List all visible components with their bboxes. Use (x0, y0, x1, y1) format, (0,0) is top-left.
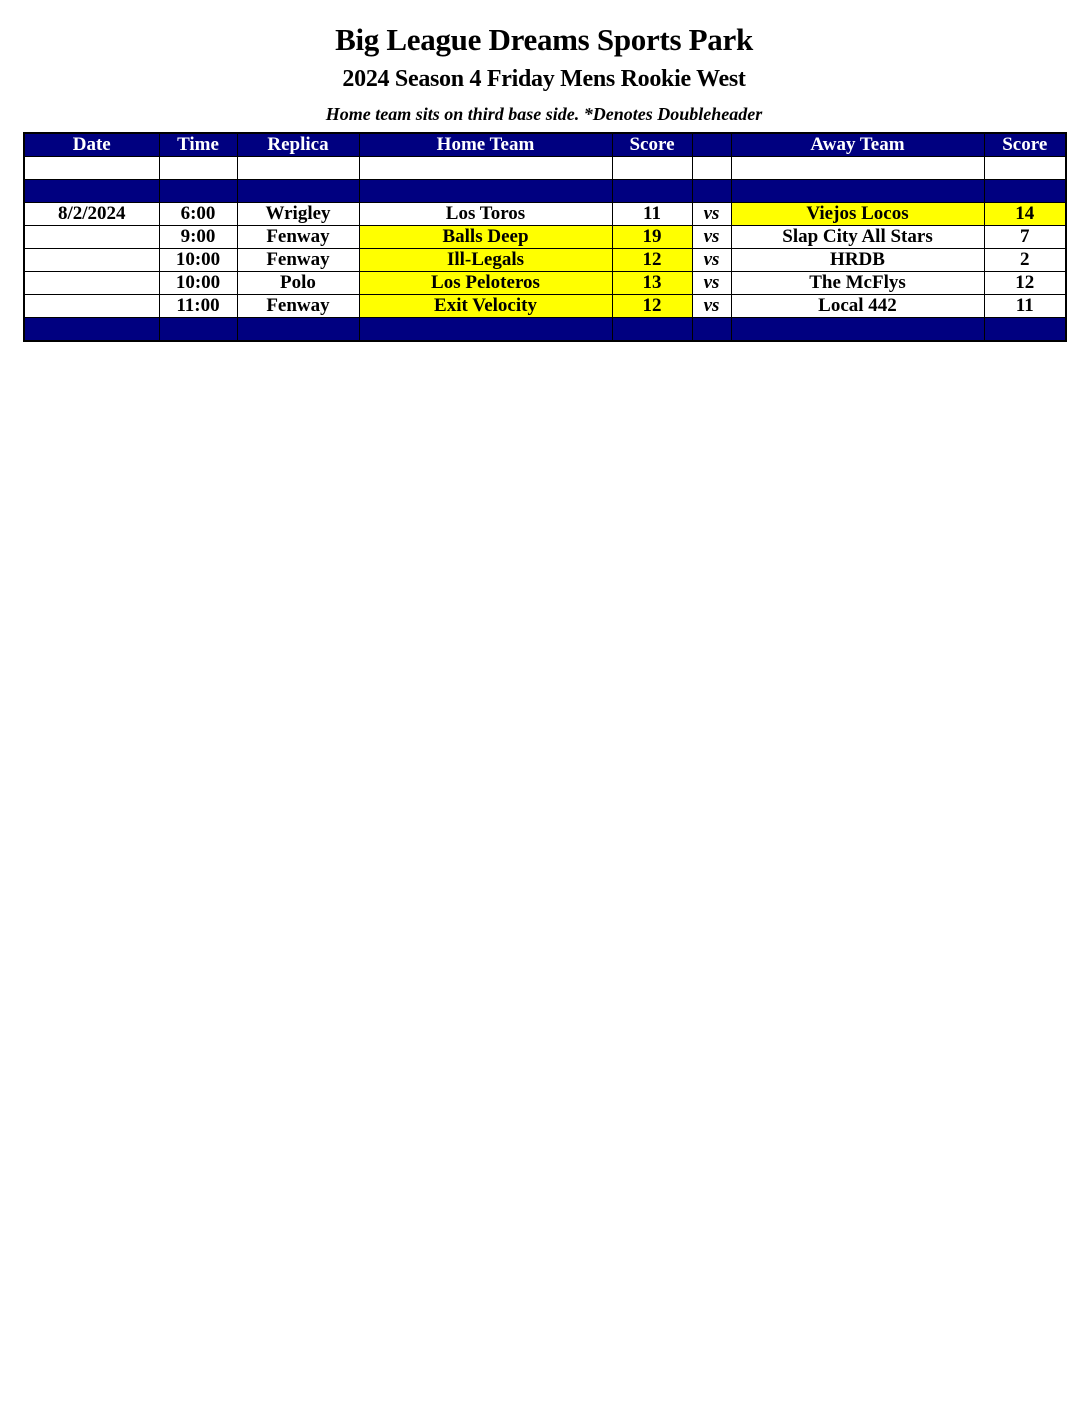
game-row (24, 295, 1066, 318)
table-header-row (24, 133, 1066, 157)
vs-label: vs (692, 272, 731, 295)
home-team-cell: Ill-Legals (359, 249, 612, 272)
game-row (24, 272, 1066, 295)
home-team-cell: Balls Deep (359, 226, 612, 249)
home-team-cell: Los Peloteros (359, 272, 612, 295)
game-time-cell: 10:00 (159, 272, 237, 295)
away-team-cell: Viejos Locos (731, 203, 984, 226)
away-team-cell: Local 442 (731, 295, 984, 318)
home-team-cell: Los Toros (359, 203, 612, 226)
game-date-cell (24, 272, 159, 295)
divider-row (24, 180, 1066, 203)
replica-field-cell: Fenway (237, 295, 359, 318)
game-row (24, 249, 1066, 272)
column-header-date: Date (24, 133, 159, 157)
game-time-cell: 10:00 (159, 249, 237, 272)
game-date-cell (24, 295, 159, 318)
game-time-cell: 9:00 (159, 226, 237, 249)
away-score-cell: 14 (984, 203, 1066, 226)
away-team-cell: HRDB (731, 249, 984, 272)
home-score-cell: 12 (612, 249, 692, 272)
game-row (24, 203, 1066, 226)
game-date-cell (24, 249, 159, 272)
page-note: Home team sits on third base side. *Denotes Doubleheader (325, 104, 763, 124)
home-score-cell: 13 (612, 272, 692, 295)
away-team-cell: Slap City All Stars (731, 226, 984, 249)
column-header-time: Time (159, 133, 237, 157)
vs-label: vs (692, 203, 731, 226)
away-score-cell: 2 (984, 249, 1066, 272)
column-header-home-team: Home Team (359, 133, 612, 157)
game-date-cell: 8/2/2024 (24, 203, 159, 226)
away-score-cell: 12 (984, 272, 1066, 295)
column-header-home-score: Score (612, 133, 692, 157)
replica-field-cell: Fenway (237, 249, 359, 272)
replica-field-cell: Wrigley (237, 203, 359, 226)
away-score-cell: 11 (984, 295, 1066, 318)
spacer-row (24, 157, 1066, 180)
home-score-cell: 12 (612, 295, 692, 318)
footer-divider-row (24, 318, 1066, 342)
column-header-replica: Replica (237, 133, 359, 157)
schedule-table (23, 132, 1067, 342)
page-title: Big League Dreams Sports Park (335, 22, 753, 57)
replica-field-cell: Fenway (237, 226, 359, 249)
column-header-away-score: Score (984, 133, 1066, 157)
away-score-cell: 7 (984, 226, 1066, 249)
replica-field-cell: Polo (237, 272, 359, 295)
column-header-vs (692, 133, 731, 157)
game-date-cell (24, 226, 159, 249)
home-score-cell: 19 (612, 226, 692, 249)
home-team-cell: Exit Velocity (359, 295, 612, 318)
vs-label: vs (692, 226, 731, 249)
vs-label: vs (692, 249, 731, 272)
vs-label: vs (692, 295, 731, 318)
game-time-cell: 11:00 (159, 295, 237, 318)
game-row (24, 226, 1066, 249)
home-score-cell: 11 (612, 203, 692, 226)
game-time-cell: 6:00 (159, 203, 237, 226)
page-subtitle: 2024 Season 4 Friday Mens Rookie West (342, 66, 746, 92)
column-header-away-team: Away Team (731, 133, 984, 157)
away-team-cell: The McFlys (731, 272, 984, 295)
